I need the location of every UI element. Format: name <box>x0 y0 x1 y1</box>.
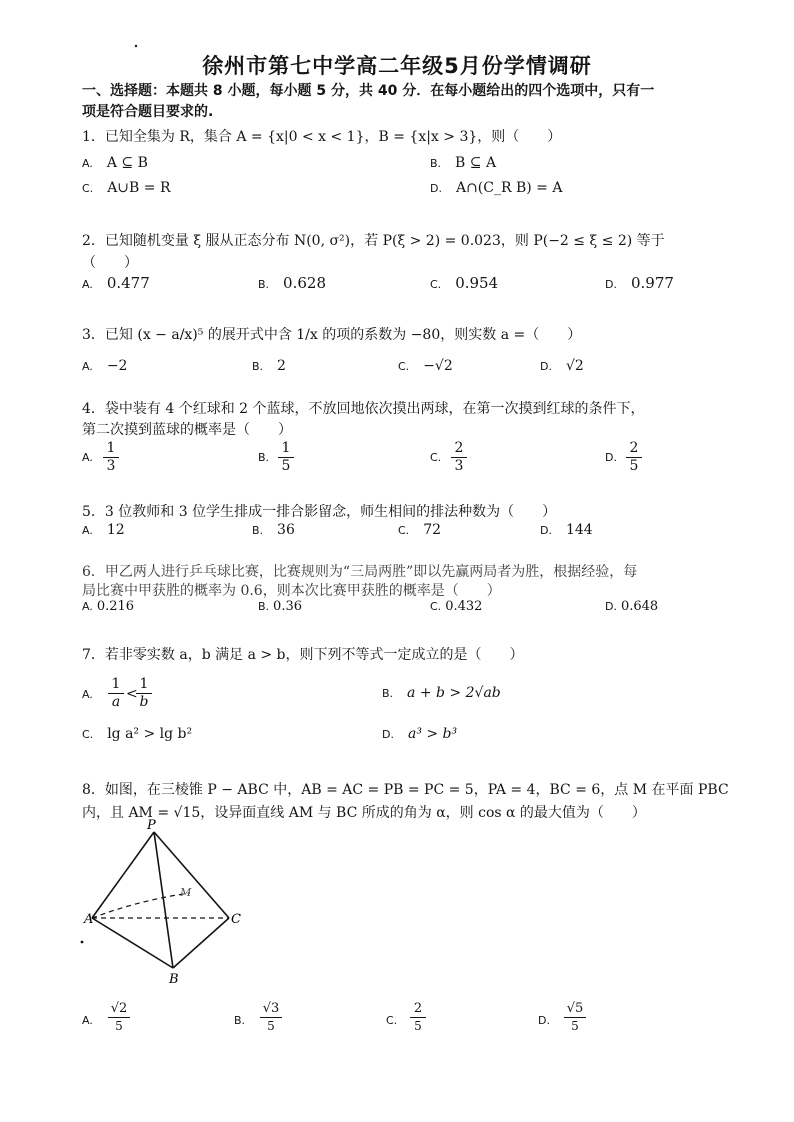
vertex-label-a: A <box>84 912 94 927</box>
q4-option-c-fraction <box>451 440 467 475</box>
q7-option-c <box>82 726 192 742</box>
q5-option-c <box>398 522 441 538</box>
q2-option-c-text: 0.954 <box>455 274 499 292</box>
option-letter: C. <box>398 524 410 537</box>
q3-option-c-text: −√2 <box>423 358 453 374</box>
edge-pb <box>154 832 173 968</box>
option-letter: B. <box>252 360 264 373</box>
q2-paren: （ ） <box>82 255 138 271</box>
edge-ab <box>92 918 173 968</box>
q7-option-d <box>382 726 457 742</box>
q4-option-d-letter: D. <box>605 451 617 464</box>
q4-option-a-letter: A. <box>82 451 93 464</box>
option-letter: D. <box>430 182 442 195</box>
section-heading-line2: 项是符合题目要求的. <box>82 104 214 120</box>
q8-option-b-fraction <box>260 1000 282 1035</box>
q1-option-d <box>430 180 562 196</box>
denominator: 5 <box>115 1019 123 1033</box>
q5-option-d <box>540 522 593 538</box>
q4-option-b-letter: B. <box>258 451 270 464</box>
q3-option-c <box>398 358 453 374</box>
q4-stem-line1: 4．袋中装有 4 个红球和 2 个蓝球，不放回地依次摸出两球，在第一次摸到红球的条件下， <box>82 401 645 417</box>
q8-option-a-letter: A. <box>82 1014 93 1027</box>
q5-option-c-text: 72 <box>423 522 442 538</box>
q5-option-b <box>252 522 295 538</box>
option-letter: D. <box>540 360 552 373</box>
q1-option-b-text: B ⊆ A <box>455 155 497 171</box>
q7-option-a-left-fraction <box>108 676 124 711</box>
denominator: b <box>139 694 149 710</box>
numerator: 2 <box>451 440 467 458</box>
q6-stem-line2: 局比赛中甲获胜的概率为 0.6，则本次比赛甲获胜的概率是（ ） <box>82 583 501 599</box>
q1-option-b <box>430 155 496 171</box>
q8-option-b-letter: B. <box>234 1014 246 1027</box>
numerator: √5 <box>564 1000 586 1018</box>
q5-option-b-text: 36 <box>277 522 295 538</box>
q3-option-d-text: √2 <box>565 358 584 374</box>
q3-option-d <box>540 358 584 374</box>
option-letter: C. <box>430 600 442 613</box>
denominator: 5 <box>414 1019 422 1033</box>
option-letter: D. <box>605 600 617 613</box>
point-label-m: M <box>180 886 192 899</box>
q8-option-d-letter: D. <box>538 1014 550 1027</box>
denominator: 5 <box>267 1019 275 1033</box>
q3-option-b-text: 2 <box>277 358 286 374</box>
q8-option-d-fraction <box>564 1000 586 1035</box>
q6-option-b <box>258 599 302 614</box>
q2-option-a <box>82 274 150 292</box>
q2-option-a-text: 0.477 <box>106 274 150 292</box>
less-than-sign: < <box>126 686 138 702</box>
option-letter: D. <box>540 524 552 537</box>
q6-option-a <box>82 599 134 614</box>
q7-option-a-letter: A. <box>82 688 93 701</box>
q6-option-b-text: 0.36 <box>273 599 302 614</box>
q1-option-a-text: A ⊆ B <box>106 155 148 171</box>
q2-option-c <box>430 274 498 292</box>
vertex-label-c: C <box>231 912 241 927</box>
q5-option-a <box>82 522 125 538</box>
option-letter: C. <box>398 360 410 373</box>
q6-option-a-text: 0.216 <box>96 599 135 614</box>
q5-option-d-text: 144 <box>565 522 593 538</box>
q1-option-c <box>82 180 171 196</box>
q3-option-b <box>252 358 286 374</box>
edge-bc <box>173 918 229 968</box>
page-title: 徐州市第七中学高二年级5月份学情调研 <box>202 54 592 78</box>
option-letter: C. <box>82 182 94 195</box>
q3-stem: 3．已知 (x − a/x)⁵ 的展开式中含 1/x 的项的系数为 −80，则实数 a =（ ） <box>82 327 582 343</box>
numerator: 2 <box>626 440 642 458</box>
q2-option-b-text: 0.628 <box>283 274 326 292</box>
vertex-label-b: B <box>169 972 179 987</box>
q7-option-c-text: lg a² > lg b² <box>107 726 193 742</box>
q1-option-c-text: A∪B = R <box>107 180 171 196</box>
q3-option-a <box>82 358 127 374</box>
numerator: 1 <box>136 676 152 694</box>
q8-stem-line2: 内，且 AM = √15，设异面直线 AM 与 BC 所成的角为 α，则 cos α 的最大值为（ ） <box>82 805 646 821</box>
option-letter: A. <box>82 157 93 170</box>
q2-stem: 2．已知随机变量 ξ 服从正态分布 N(0, σ²)，若 P(ξ > 2) = 0.023，则 P(−2 ≤ ξ ≤ 2) 等于 <box>82 233 665 249</box>
option-letter: B. <box>258 278 270 291</box>
option-letter: B. <box>252 524 264 537</box>
q6-option-c <box>430 599 482 614</box>
q4-stem-line2: 第二次摸到蓝球的概率是（ ） <box>82 422 292 438</box>
segment-am-hidden <box>92 893 190 918</box>
q7-option-b-text: a + b > 2√ab <box>407 685 501 701</box>
option-letter: A. <box>82 278 93 291</box>
q8-option-c-letter: C. <box>386 1014 398 1027</box>
q2-option-b <box>258 274 326 292</box>
q4-option-b-fraction <box>278 440 294 475</box>
numerator: 1 <box>278 440 294 458</box>
numerator: 2 <box>410 1000 426 1018</box>
q6-option-d <box>605 599 658 614</box>
q7-option-d-text: a³ > b³ <box>407 726 458 742</box>
q8-option-c-fraction <box>410 1000 426 1035</box>
option-letter: C. <box>430 278 442 291</box>
option-letter: A. <box>82 600 93 613</box>
q6-stem-line1: 6．甲乙两人进行乒乓球比赛，比赛规则为“三局两胜”即以先赢两局者为胜，根据经验，每 <box>82 564 638 580</box>
section-heading-line1: 一、选择题：本题共 8 小题，每小题 5 分，共 40 分．在每小题给出的四个选项中，只有一 <box>82 83 655 99</box>
denominator: 5 <box>629 458 639 474</box>
option-letter: A. <box>82 524 93 537</box>
denominator: 3 <box>454 458 464 474</box>
q5-option-a-text: 12 <box>106 522 125 538</box>
q7-option-a-right-fraction <box>136 676 152 711</box>
q7-stem: 7．若非零实数 a，b 满足 a > b，则下列不等式一定成立的是（ ） <box>82 647 524 663</box>
option-letter: D. <box>382 728 394 741</box>
option-letter: B. <box>258 600 270 613</box>
numerator: 1 <box>108 676 124 694</box>
q4-option-a-fraction <box>103 440 119 475</box>
denominator: 3 <box>106 458 116 474</box>
vertex-label-p: P <box>147 818 156 833</box>
speck-mark <box>81 941 84 944</box>
option-letter: D. <box>605 278 617 291</box>
q4-option-c-letter: C. <box>430 451 442 464</box>
denominator: 5 <box>281 458 291 474</box>
option-letter: B. <box>382 687 394 700</box>
denominator: a <box>111 694 121 710</box>
edge-pc <box>154 832 229 918</box>
numerator: √2 <box>108 1000 130 1018</box>
option-letter: C. <box>82 728 94 741</box>
q1-option-a <box>82 155 148 171</box>
speck-mark <box>135 45 137 47</box>
q7-option-b <box>382 685 501 701</box>
q1-option-d-text: A∩(C_R B) = A <box>455 180 563 196</box>
q3-option-a-text: −2 <box>106 358 128 374</box>
q4-option-d-fraction <box>626 440 642 475</box>
q8-option-a-fraction <box>108 1000 130 1035</box>
q2-option-d <box>605 274 674 292</box>
q5-stem: 5．3 位教师和 3 位学生排成一排合影留念，师生相间的排法种数为（ ） <box>82 504 557 520</box>
q2-option-d-text: 0.977 <box>630 274 674 292</box>
denominator: 5 <box>571 1019 579 1033</box>
q6-option-d-text: 0.648 <box>620 599 659 614</box>
numerator: √3 <box>260 1000 282 1018</box>
q1-stem: 1．已知全集为 R，集合 A = {x|0 < x < 1}，B = {x|x > 3}，则（ ） <box>82 129 562 145</box>
numerator: 1 <box>103 440 119 458</box>
q6-option-c-text: 0.432 <box>445 599 483 614</box>
q8-stem-line1: 8．如图，在三棱锥 P − ABC 中，AB = AC = PB = PC = 5，PA = 4，BC = 6，点 M 在平面 PBC <box>82 782 729 798</box>
option-letter: B. <box>430 157 442 170</box>
edge-pa <box>92 832 154 918</box>
option-letter: A. <box>82 360 93 373</box>
